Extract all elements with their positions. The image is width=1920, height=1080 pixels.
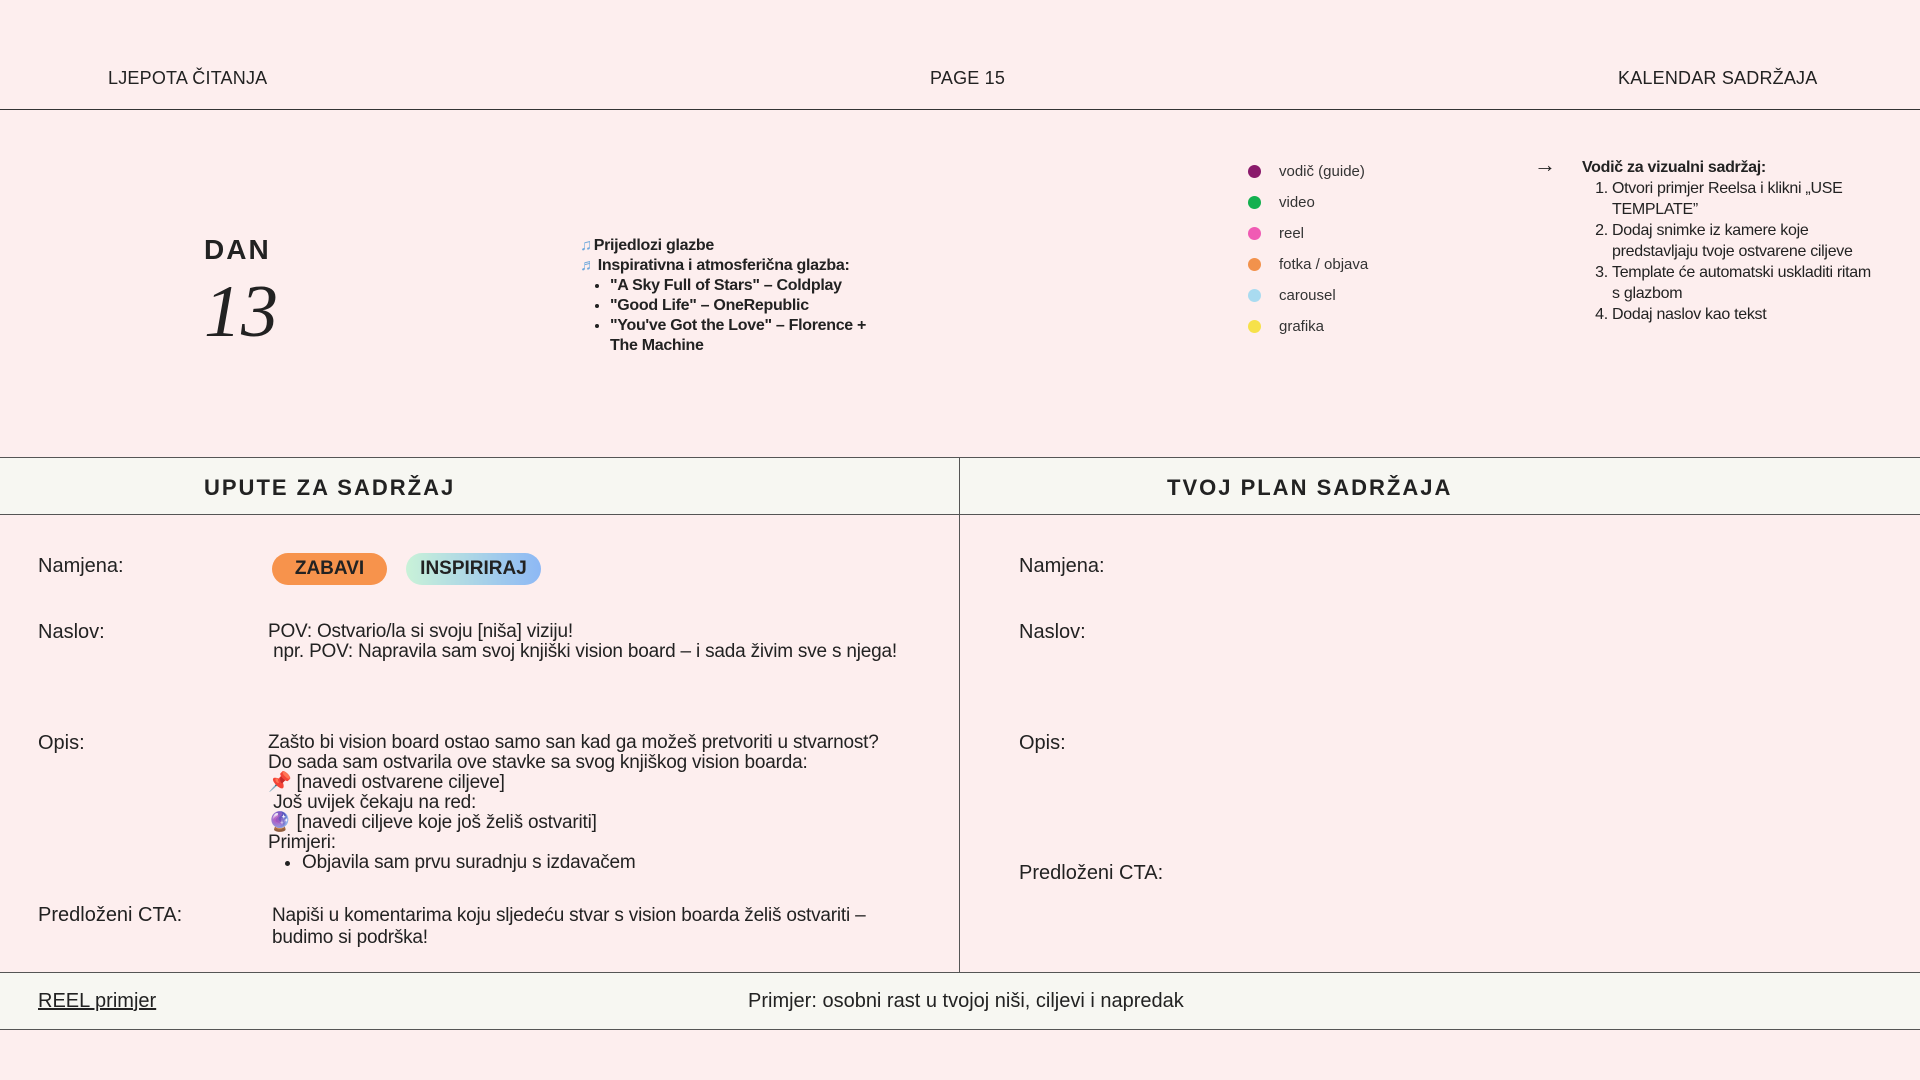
legend-item-reel xyxy=(1248,218,1368,249)
cta-text: Napiši u komentarima koju sljedeću stvar s vision boarda želiš ostvariti – budimo si podrška! xyxy=(272,905,866,948)
guide-steps xyxy=(1582,178,1882,325)
visual-guide xyxy=(1582,157,1882,325)
description-bullet: • Objavila sam prvu suradnju s izdavačem xyxy=(302,853,908,873)
legend-dot-icon xyxy=(1248,258,1261,271)
plan-headline-label: Naslov: xyxy=(1019,621,1086,643)
legend-item-guide xyxy=(1248,156,1368,187)
header-left-title: LJEPOTA ČITANJA xyxy=(108,68,268,88)
legend-label: fotka / objava xyxy=(1279,256,1369,273)
legend-label: vodič (guide) xyxy=(1279,163,1365,180)
description-line: 🔮 [navedi ciljeve koje još želiš ostvariti] xyxy=(268,812,597,833)
song-list xyxy=(580,276,870,356)
guide-step: 1. Otvori primjer Reelsa i klikni „USE TEMPLATE” xyxy=(1612,178,1882,220)
description-bullets xyxy=(268,853,908,873)
music-subtitle: Inspirativna i atmosferična glazba: xyxy=(597,257,850,274)
legend-dot-icon xyxy=(1248,227,1261,240)
tag-inspire: INSPIRIRAJ xyxy=(406,553,541,585)
headline-label: Naslov: xyxy=(38,621,105,643)
legend-label: carousel xyxy=(1279,287,1336,304)
reel-example-link[interactable]: REEL primjer xyxy=(38,990,157,1012)
description-line: 📌 [navedi ostvarene ciljeve] xyxy=(268,772,505,793)
guide-step: 4. Dodaj naslov kao tekst xyxy=(1612,304,1882,325)
header-right-title: KALENDAR SADRŽAJA xyxy=(1618,68,1818,88)
description-line: Zašto bi vision board ostao samo san kad ga možeš pretvoriti u stvarnost? xyxy=(268,732,879,753)
description-line: Do sada sam ostvarila ove stavke sa svog knjiškog vision boarda: xyxy=(268,752,808,773)
day-number: 13 xyxy=(204,271,278,353)
reel-example-text: Primjer: osobni rast u tvojoj niši, ciljevi i napredak xyxy=(748,990,1184,1012)
legend-label: reel xyxy=(1279,225,1305,242)
music-notes-icon: ♬ xyxy=(580,257,596,274)
description-line: Primjeri: xyxy=(268,832,336,853)
description-line: Još uvijek čekaju na red: xyxy=(268,792,477,813)
legend-item-carousel xyxy=(1248,280,1368,311)
right-section-title: TVOJ PLAN SADRŽAJA xyxy=(1167,475,1453,500)
music-suggestions xyxy=(580,236,870,356)
cta-label: Predloženi CTA: xyxy=(38,904,183,926)
legend-item-photo xyxy=(1248,249,1368,280)
plan-purpose-label: Namjena: xyxy=(1019,555,1105,577)
guide-title: Vodič za vizualni sadržaj: xyxy=(1582,159,1766,176)
description-label: Opis: xyxy=(38,732,85,754)
headline-text xyxy=(268,622,898,662)
guide-step: 2. Dodaj snimke iz kamere koje predstavljaju tvoje ostvarene ciljeve xyxy=(1612,220,1882,262)
content-type-legend xyxy=(1248,156,1368,342)
tag-entertain: ZABAVI xyxy=(272,553,387,585)
headline-line: npr. POV: Napravila sam svoj knjiški vision board – i sada živim sve s njega! xyxy=(268,641,897,662)
legend-item-video xyxy=(1248,187,1368,218)
description-text xyxy=(268,733,908,873)
column-divider xyxy=(959,457,960,972)
legend-label: grafika xyxy=(1279,318,1325,335)
legend-dot-icon xyxy=(1248,165,1261,178)
legend-dot-icon xyxy=(1248,289,1261,302)
legend-item-graphic xyxy=(1248,311,1368,342)
purpose-label: Namjena: xyxy=(38,555,124,577)
plan-cta-label: Predloženi CTA: xyxy=(1019,862,1164,884)
song-item: • "A Sky Full of Stars" – Coldplay xyxy=(610,276,870,296)
legend-dot-icon xyxy=(1248,196,1261,209)
left-section-title: UPUTE ZA SADRŽAJ xyxy=(204,475,456,500)
music-note-icon: ♫ xyxy=(580,237,592,254)
legend-dot-icon xyxy=(1248,320,1261,333)
page-number: PAGE 15 xyxy=(930,68,1006,88)
arrow-right-icon: → xyxy=(1534,152,1556,177)
headline-line: POV: Ostvario/la si svoju [niša] viziju! xyxy=(268,621,573,642)
header-divider xyxy=(0,109,1920,110)
plan-description-label: Opis: xyxy=(1019,732,1066,754)
guide-step: 3. Template će automatski uskladiti ritam s glazbom xyxy=(1612,262,1882,304)
song-item: • "Good Life" – OneRepublic xyxy=(610,296,870,316)
legend-label: video xyxy=(1279,194,1315,211)
day-label: DAN xyxy=(204,234,271,265)
music-title: Prijedlozi glazbe xyxy=(593,237,714,254)
song-item: • "You've Got the Love" – Florence + The Machine xyxy=(610,316,870,356)
